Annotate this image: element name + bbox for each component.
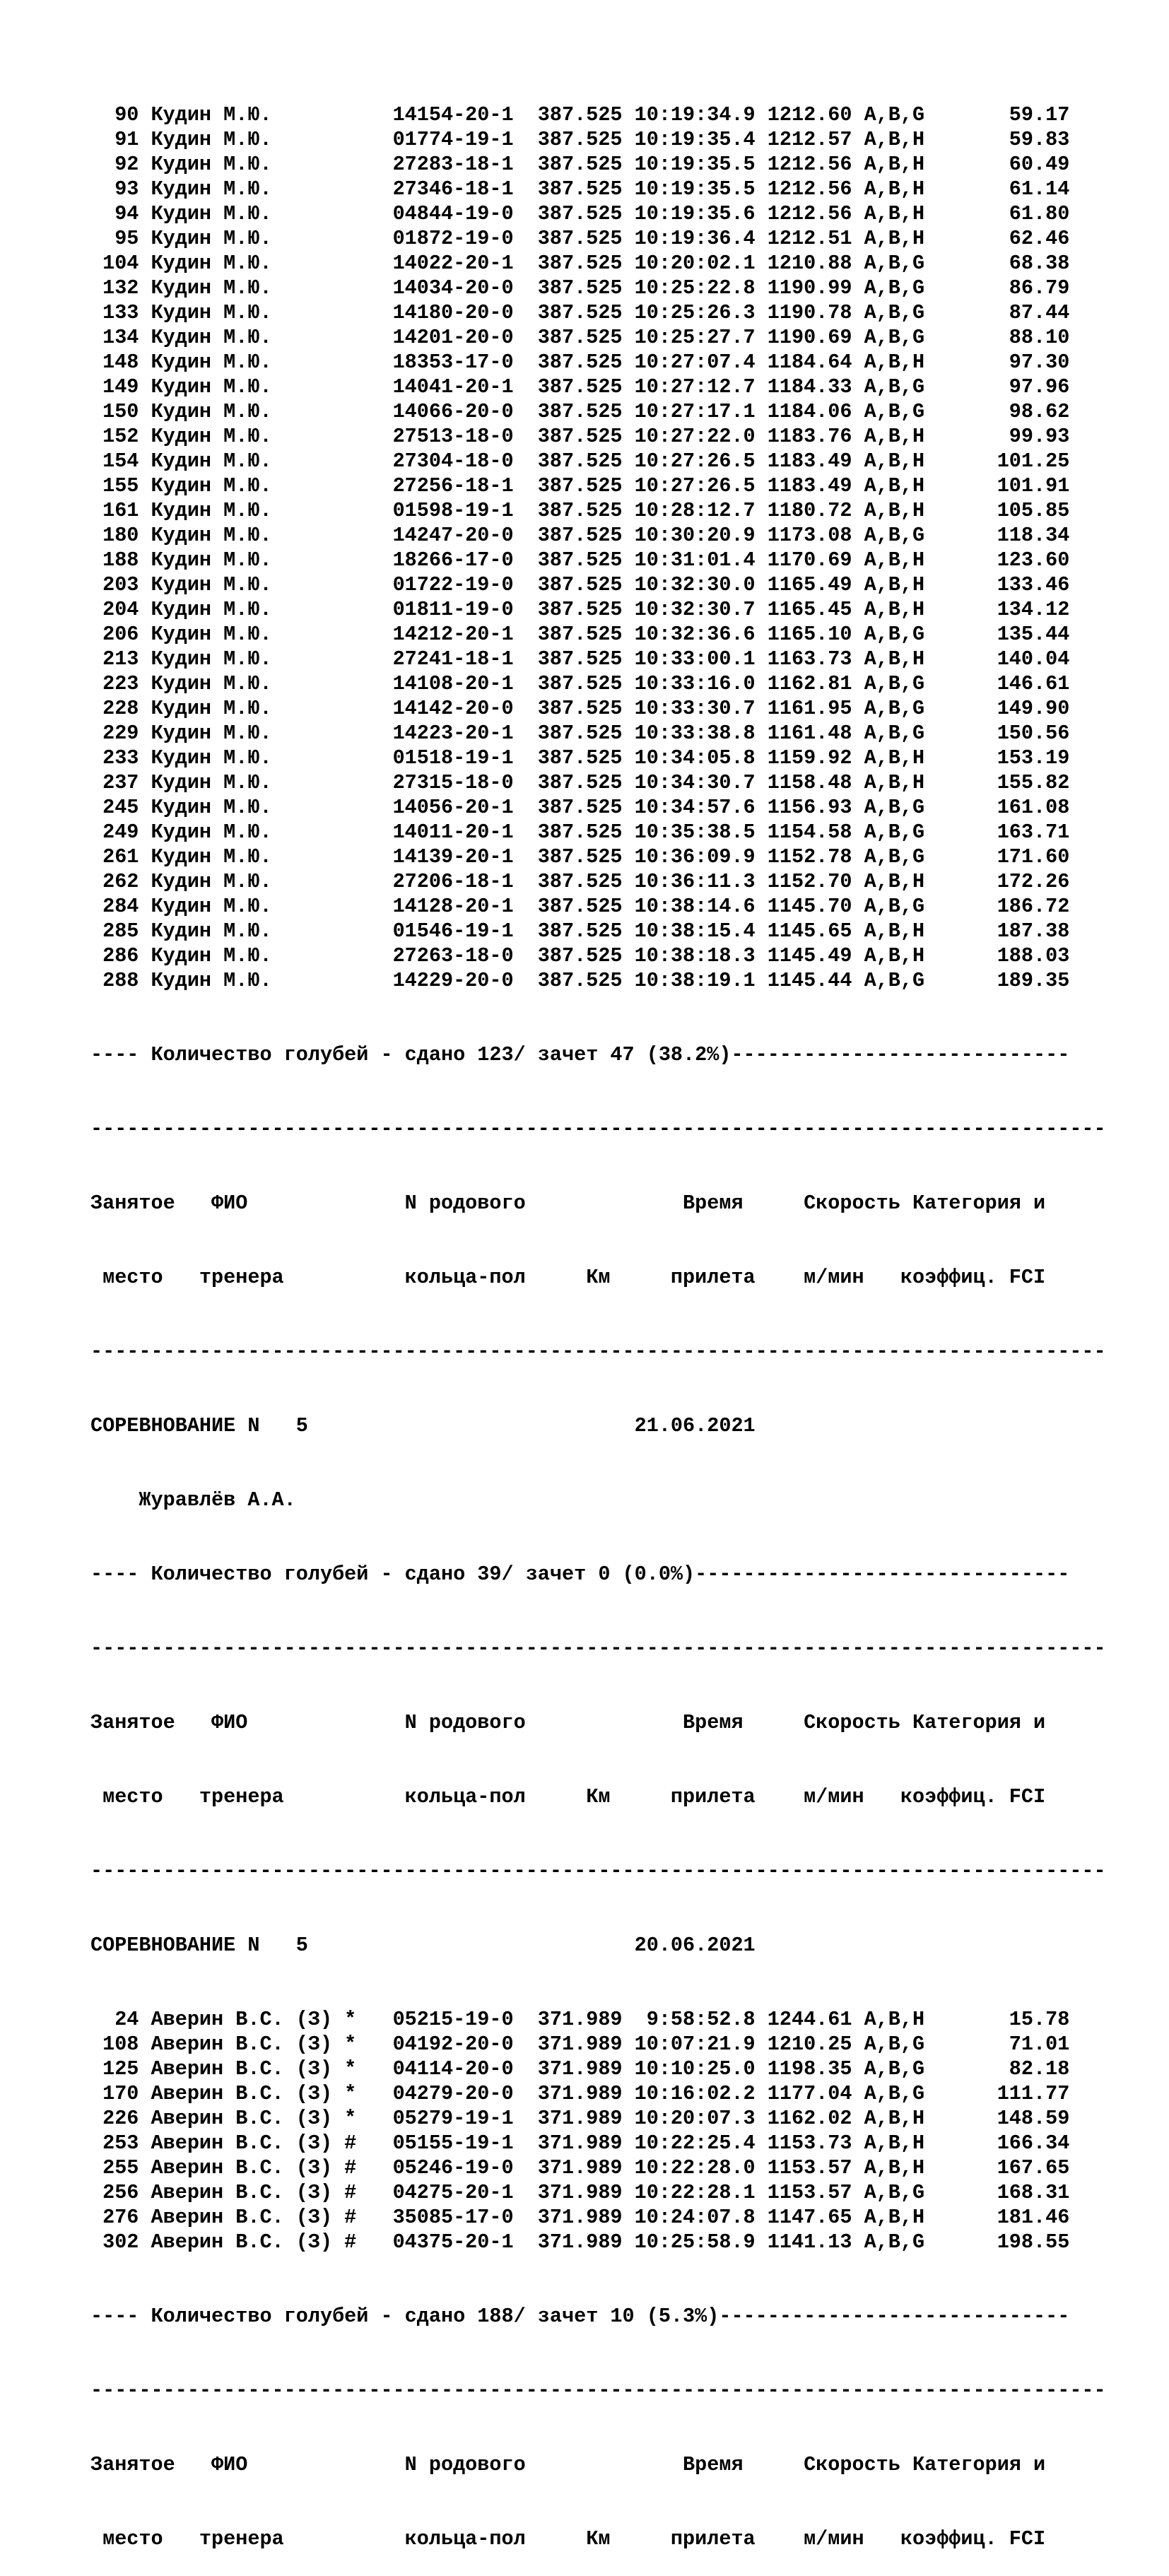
result-row: 226 Аверин В.С. (З) * 05279-19-1 371.989 10:20:07.3 1162.02 A,B,H 148.59 xyxy=(90,2107,1070,2130)
result-row: 288 Кудин М.Ю. 14229-20-0 387.525 10:38:19.1 1145.44 A,B,G 189.35 xyxy=(90,969,1070,992)
result-row: 188 Кудин М.Ю. 18266-17-0 387.525 10:31:01.4 1170.69 A,B,H 123.60 xyxy=(90,548,1070,572)
result-row: 161 Кудин М.Ю. 01598-19-1 387.525 10:28:12.7 1180.72 A,B,H 105.85 xyxy=(90,499,1070,522)
result-row: 93 Кудин М.Ю. 27346-18-1 387.525 10:19:35.5 1212.56 A,B,H 61.14 xyxy=(90,177,1070,201)
competition-title: СОРЕВНОВАНИЕ N 5 21.06.2021 xyxy=(90,1414,756,1437)
result-row: 170 Аверин В.С. (З) * 04279-20-0 371.989 10:16:02.2 1177.04 A,B,G 111.77 xyxy=(90,2082,1070,2105)
result-row: 223 Кудин М.Ю. 14108-20-1 387.525 10:33:16.0 1162.81 A,B,G 146.61 xyxy=(90,672,1070,695)
result-row: 276 Аверин В.С. (З) # 35085-17-0 371.989 10:24:07.8 1147.65 A,B,H 181.46 xyxy=(90,2206,1070,2229)
competition-title: СОРЕВНОВАНИЕ N 5 20.06.2021 xyxy=(90,1934,756,1957)
result-row: 94 Кудин М.Ю. 04844-19-0 387.525 10:19:35.6 1212.56 A,B,H 61.80 xyxy=(90,202,1070,225)
result-row: 180 Кудин М.Ю. 14247-20-0 387.525 10:30:20.9 1173.08 A,B,G 118.34 xyxy=(90,524,1070,547)
result-row: 206 Кудин М.Ю. 14212-20-1 387.525 10:32:36.6 1165.10 A,B,G 135.44 xyxy=(90,623,1070,646)
column-header-line-1: Занятое ФИО N родового Время Скорость Категория и xyxy=(90,1192,1046,1215)
separator-line: ------------------------------------------------------------------------------------ xyxy=(90,1859,1106,1883)
result-row: 134 Кудин М.Ю. 14201-20-0 387.525 10:25:27.7 1190.69 A,B,G 88.10 xyxy=(90,326,1070,349)
result-row: 148 Кудин М.Ю. 18353-17-0 387.525 10:27:07.4 1184.64 A,B,H 97.30 xyxy=(90,351,1070,374)
report-document xyxy=(90,53,1106,2576)
result-row: 92 Кудин М.Ю. 27283-18-1 387.525 10:19:35.5 1212.56 A,B,H 60.49 xyxy=(90,153,1070,176)
result-row: 302 Аверин В.С. (З) # 04375-20-1 371.989 10:25:58.9 1141.13 A,B,G 198.55 xyxy=(90,2230,1070,2254)
result-row: 104 Кудин М.Ю. 14022-20-1 387.525 10:20:02.1 1210.88 A,B,G 68.38 xyxy=(90,252,1070,275)
member-name: Журавлёв А.А. xyxy=(90,1488,296,1512)
column-header-line-1: Занятое ФИО N родового Время Скорость Категория и xyxy=(90,2453,1046,2476)
result-row: 253 Аверин В.С. (З) # 05155-19-1 371.989 10:22:25.4 1153.73 A,B,H 166.34 xyxy=(90,2131,1070,2155)
result-row: 150 Кудин М.Ю. 14066-20-0 387.525 10:27:17.1 1184.06 A,B,G 98.62 xyxy=(90,400,1070,423)
result-row: 203 Кудин М.Ю. 01722-19-0 387.525 10:32:30.0 1165.49 A,B,H 133.46 xyxy=(90,573,1070,596)
result-row: 286 Кудин М.Ю. 27263-18-0 387.525 10:38:18.3 1145.49 A,B,H 188.03 xyxy=(90,944,1070,968)
result-row: 133 Кудин М.Ю. 14180-20-0 387.525 10:25:26.3 1190.78 A,B,G 87.44 xyxy=(90,301,1070,324)
results-section-3 xyxy=(90,2007,1106,2254)
result-row: 233 Кудин М.Ю. 01518-19-1 387.525 10:34:05.8 1159.92 A,B,H 153.19 xyxy=(90,746,1070,770)
result-row: 249 Кудин М.Ю. 14011-20-1 387.525 10:35:38.5 1154.58 A,B,G 163.71 xyxy=(90,821,1070,844)
result-row: 152 Кудин М.Ю. 27513-18-0 387.525 10:27:22.0 1183.76 A,B,H 99.93 xyxy=(90,425,1070,448)
separator-line: ------------------------------------------------------------------------------------ xyxy=(90,1117,1106,1141)
result-row: 154 Кудин М.Ю. 27304-18-0 387.525 10:27:26.5 1183.49 A,B,H 101.25 xyxy=(90,449,1070,473)
summary-line: ---- Количество голубей - сдано 123/ зачет 47 (38.2%)---------------------------- xyxy=(90,1043,1070,1066)
result-row: 284 Кудин М.Ю. 14128-20-1 387.525 10:38:14.6 1145.70 A,B,G 186.72 xyxy=(90,895,1070,918)
result-row: 261 Кудин М.Ю. 14139-20-1 387.525 10:36:09.9 1152.78 A,B,G 171.60 xyxy=(90,845,1070,869)
result-row: 256 Аверин В.С. (З) # 04275-20-1 371.989 10:22:28.1 1153.57 A,B,G 168.31 xyxy=(90,2181,1070,2204)
result-row: 255 Аверин В.С. (З) # 05246-19-0 371.989 10:22:28.0 1153.57 A,B,H 167.65 xyxy=(90,2156,1070,2180)
result-row: 213 Кудин М.Ю. 27241-18-1 387.525 10:33:00.1 1163.73 A,B,H 140.04 xyxy=(90,647,1070,671)
result-row: 149 Кудин М.Ю. 14041-20-1 387.525 10:27:12.7 1184.33 A,B,G 97.96 xyxy=(90,375,1070,399)
column-header-line-2: место тренера кольца-пол Км прилета м/мин коэффиц. FCI xyxy=(90,1785,1046,1809)
result-row: 108 Аверин В.С. (З) * 04192-20-0 371.989 10:07:21.9 1210.25 A,B,G 71.01 xyxy=(90,2033,1070,2056)
column-header-line-2: место тренера кольца-пол Км прилета м/мин коэффиц. FCI xyxy=(90,1266,1046,1289)
separator-line: ------------------------------------------------------------------------------------ xyxy=(90,1637,1106,1660)
separator-line: ------------------------------------------------------------------------------------ xyxy=(90,1340,1106,1363)
result-row: 155 Кудин М.Ю. 27256-18-1 387.525 10:27:26.5 1183.49 A,B,H 101.91 xyxy=(90,474,1070,498)
separator-line: ------------------------------------------------------------------------------------ xyxy=(90,2379,1106,2402)
summary-line: ---- Количество голубей - сдано 188/ зачет 10 (5.3%)----------------------------- xyxy=(90,2305,1070,2328)
result-row: 132 Кудин М.Ю. 14034-20-0 387.525 10:25:22.8 1190.99 A,B,G 86.79 xyxy=(90,276,1070,300)
result-row: 204 Кудин М.Ю. 01811-19-0 387.525 10:32:30.7 1165.45 A,B,H 134.12 xyxy=(90,598,1070,621)
column-header-line-1: Занятое ФИО N родового Время Скорость Категория и xyxy=(90,1711,1046,1734)
result-row: 228 Кудин М.Ю. 14142-20-0 387.525 10:33:30.7 1161.95 A,B,G 149.90 xyxy=(90,697,1070,720)
result-row: 24 Аверин В.С. (З) * 05215-19-0 371.989 9:58:52.8 1244.61 A,B,H 15.78 xyxy=(90,2008,1070,2031)
result-row: 285 Кудин М.Ю. 01546-19-1 387.525 10:38:15.4 1145.65 A,B,H 187.38 xyxy=(90,919,1070,943)
result-row: 262 Кудин М.Ю. 27206-18-1 387.525 10:36:11.3 1152.70 A,B,H 172.26 xyxy=(90,870,1070,893)
column-header-line-2: место тренера кольца-пол Км прилета м/мин коэффиц. FCI xyxy=(90,2527,1046,2551)
result-row: 91 Кудин М.Ю. 01774-19-1 387.525 10:19:35.4 1212.57 A,B,H 59.83 xyxy=(90,128,1070,151)
result-row: 245 Кудин М.Ю. 14056-20-1 387.525 10:34:57.6 1156.93 A,B,G 161.08 xyxy=(90,796,1070,819)
result-row: 229 Кудин М.Ю. 14223-20-1 387.525 10:33:38.8 1161.48 A,B,G 150.56 xyxy=(90,722,1070,745)
result-row: 125 Аверин В.С. (З) * 04114-20-0 371.989 10:10:25.0 1198.35 A,B,G 82.18 xyxy=(90,2057,1070,2081)
summary-line: ---- Количество голубей - сдано 39/ зачет 0 (0.0%)------------------------------- xyxy=(90,1563,1070,1586)
result-row: 90 Кудин М.Ю. 14154-20-1 387.525 10:19:34.9 1212.60 A,B,G 59.17 xyxy=(90,103,1070,127)
result-row: 237 Кудин М.Ю. 27315-18-0 387.525 10:34:30.7 1158.48 A,B,H 155.82 xyxy=(90,771,1070,794)
results-section-1 xyxy=(90,102,1106,993)
result-row: 95 Кудин М.Ю. 01872-19-0 387.525 10:19:36.4 1212.51 A,B,H 62.46 xyxy=(90,227,1070,250)
